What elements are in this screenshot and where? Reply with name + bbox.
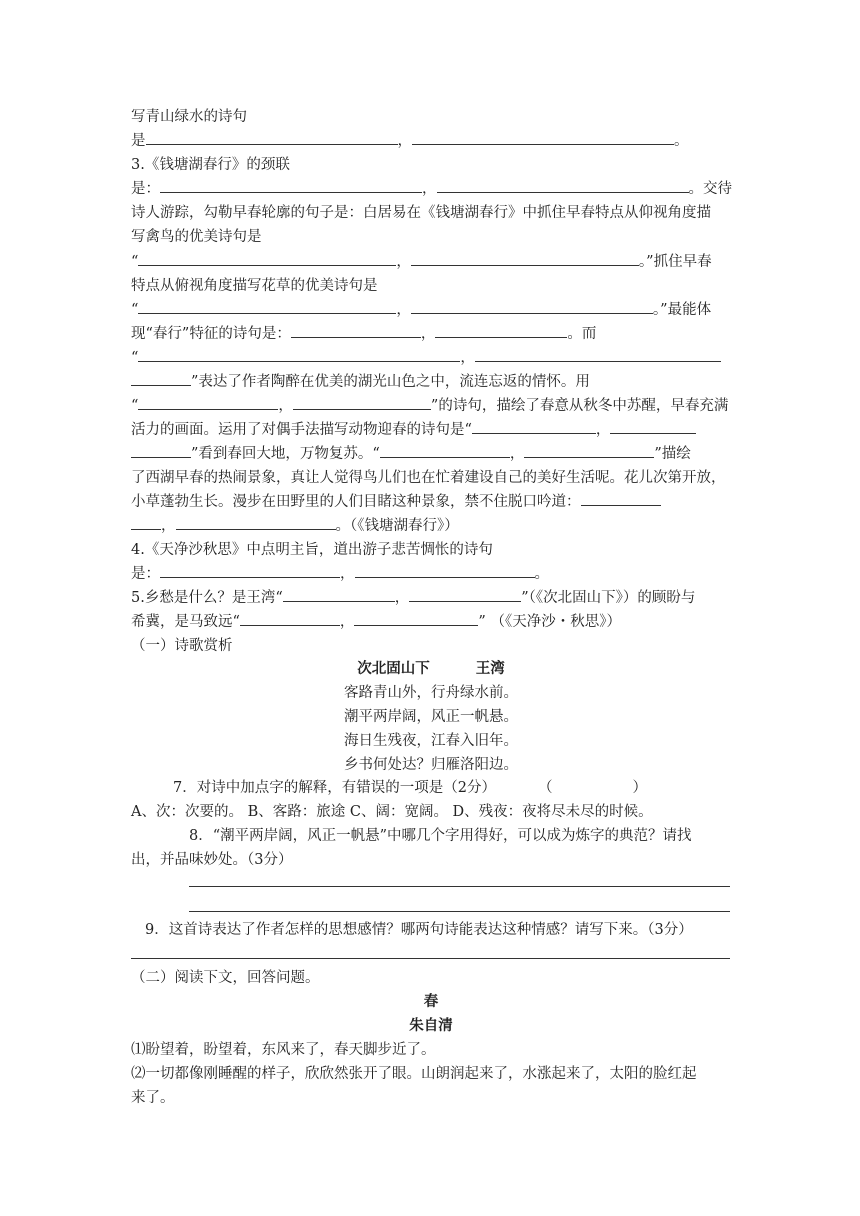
fill-line: “ ， ”的诗句，描绘了春意从秋冬中苏醒，早春充满 (131, 395, 731, 418)
fill-line: 是： ， 。交待 (131, 178, 731, 201)
fill-line: 希冀，是马致远“ ， ” （《天净沙・秋思》） (131, 611, 731, 634)
fill-line: 5.乡愁是什么？是王湾“ ， ”（《次北固山下》）的顾盼与 (131, 587, 731, 610)
question-7-options: A、次：次要的。 B、客路：旅途 C、阔：宽阔。 D、残夜：夜将尽未尽的时候。 (131, 804, 653, 820)
fill-line: 是： ， 。 (131, 563, 731, 586)
answer-blank[interactable] (475, 347, 721, 362)
answer-blank[interactable] (581, 491, 661, 506)
answer-blank[interactable] (138, 347, 460, 362)
answer-line[interactable] (131, 958, 730, 959)
answer-line[interactable] (189, 886, 730, 887)
answer-blank[interactable] (240, 611, 340, 626)
answer-blank[interactable] (552, 778, 632, 792)
answer-blank[interactable] (354, 611, 478, 626)
text-line: 了西湖早春的热闹景象，真让人觉得鸟儿们也在忙着建设自己的美好生活呢。花儿次第开放， (131, 470, 726, 486)
answer-blank[interactable] (138, 251, 396, 266)
question-8-cont: 出，并品味妙处。（3分） (131, 852, 293, 868)
answer-blank[interactable] (380, 443, 510, 458)
paragraph-cont: 来了。 (131, 1090, 175, 1106)
fill-line: ， 。（《钱塘湖春行》） (131, 515, 731, 538)
fill-line: “ ， 。”最能体 (131, 299, 731, 322)
answer-blank[interactable] (437, 178, 689, 193)
answer-blank[interactable] (435, 323, 567, 338)
answer-blank[interactable] (524, 443, 654, 458)
text-line: 诗人游踪，勾勒早春轮廓的句子是：白居易在《钱塘湖春行》中抓住早春特点从仰视角度描 (131, 205, 711, 221)
text-line: 特点从俯视角度描写花草的优美诗句是 (131, 278, 378, 294)
answer-blank[interactable] (409, 587, 521, 602)
answer-blank[interactable] (131, 515, 161, 530)
poem-author: 王湾 (475, 661, 505, 677)
answer-blank[interactable] (131, 443, 191, 458)
answer-blank[interactable] (176, 515, 336, 530)
answer-blank[interactable] (293, 395, 431, 410)
answer-line[interactable] (189, 911, 730, 912)
answer-blank[interactable] (160, 178, 422, 193)
answer-blank[interactable] (411, 299, 653, 314)
section-heading: （二）阅读下文，回答问题。 (131, 970, 320, 986)
question-9: 9．这首诗表达了作者怎样的思想感情？哪两句诗能表达这种情感？请写下来。（3分） (145, 922, 693, 938)
question-line: 3.《钱塘湖春行》的颈联 (131, 157, 290, 173)
fill-line: 小草蓬勃生长。漫步在田野里的人们目睹这种景象，禁不住脱口吟道： (131, 491, 731, 514)
answer-blank[interactable] (411, 251, 639, 266)
fill-line: “ ， (131, 347, 731, 370)
fill-line: 活力的画面。运用了对偶手法描写动物迎春的诗句是“ ， (131, 419, 731, 442)
poem-title: 次北固山下 王湾 (357, 661, 505, 677)
fill-line: 是 ， 。 (131, 130, 731, 153)
answer-blank[interactable] (138, 299, 396, 314)
text-line: 写青山绿水的诗句 (131, 109, 247, 125)
poem-line: 海日生残夜，江春入旧年。 (344, 733, 518, 749)
fill-line: ”看到春回大地，万物复苏。“ ， ”描绘 (131, 443, 731, 466)
answer-blank[interactable] (355, 563, 535, 578)
question-7: 7．对诗中加点字的解释，有错误的一项是（2分） （ ） (173, 780, 647, 796)
answer-blank[interactable] (610, 419, 696, 434)
answer-blank[interactable] (146, 130, 398, 145)
poem-line: 潮平两岸阔，风正一帆悬。 (344, 709, 518, 725)
fill-line: 现“春行”特征的诗句是： ， 。而 (131, 323, 731, 346)
question-line: 4.《天净沙秋思》中点明主旨，道出游子悲苦惆怅的诗句 (131, 542, 493, 558)
article-title: 春 (423, 994, 439, 1010)
poem-line: 客路青山外，行舟绿水前。 (344, 685, 518, 701)
answer-blank[interactable] (291, 323, 421, 338)
answer-blank[interactable] (283, 587, 395, 602)
answer-blank[interactable] (472, 419, 596, 434)
fill-line: ”表达了作者陶醉在优美的湖光山色之中，流连忘返的情怀。用 (131, 371, 731, 394)
text-line: 写禽鸟的优美诗句是 (131, 229, 262, 245)
paragraph: ⑴盼望着，盼望着，东风来了，春天脚步近了。 (131, 1042, 436, 1058)
paragraph: ⑵一切都像刚睡醒的样子，欣欣然张开了眼。山朗润起来了，水涨起来了，太阳的脸红起 (131, 1066, 697, 1082)
answer-blank[interactable] (160, 563, 340, 578)
article-author: 朱自清 (409, 1018, 453, 1034)
section-heading: （一）诗歌赏析 (131, 638, 233, 654)
fill-line: “ ， 。”抓住早春 (131, 251, 731, 274)
question-8: 8．“潮平两岸阔，风正一帆悬”中哪几个字用得好，可以成为炼字的典范？请找 (189, 828, 692, 844)
answer-blank[interactable] (138, 395, 278, 410)
answer-blank[interactable] (131, 371, 191, 386)
poem-line: 乡书何处达？归雁洛阳边。 (344, 757, 518, 773)
answer-blank[interactable] (412, 130, 674, 145)
